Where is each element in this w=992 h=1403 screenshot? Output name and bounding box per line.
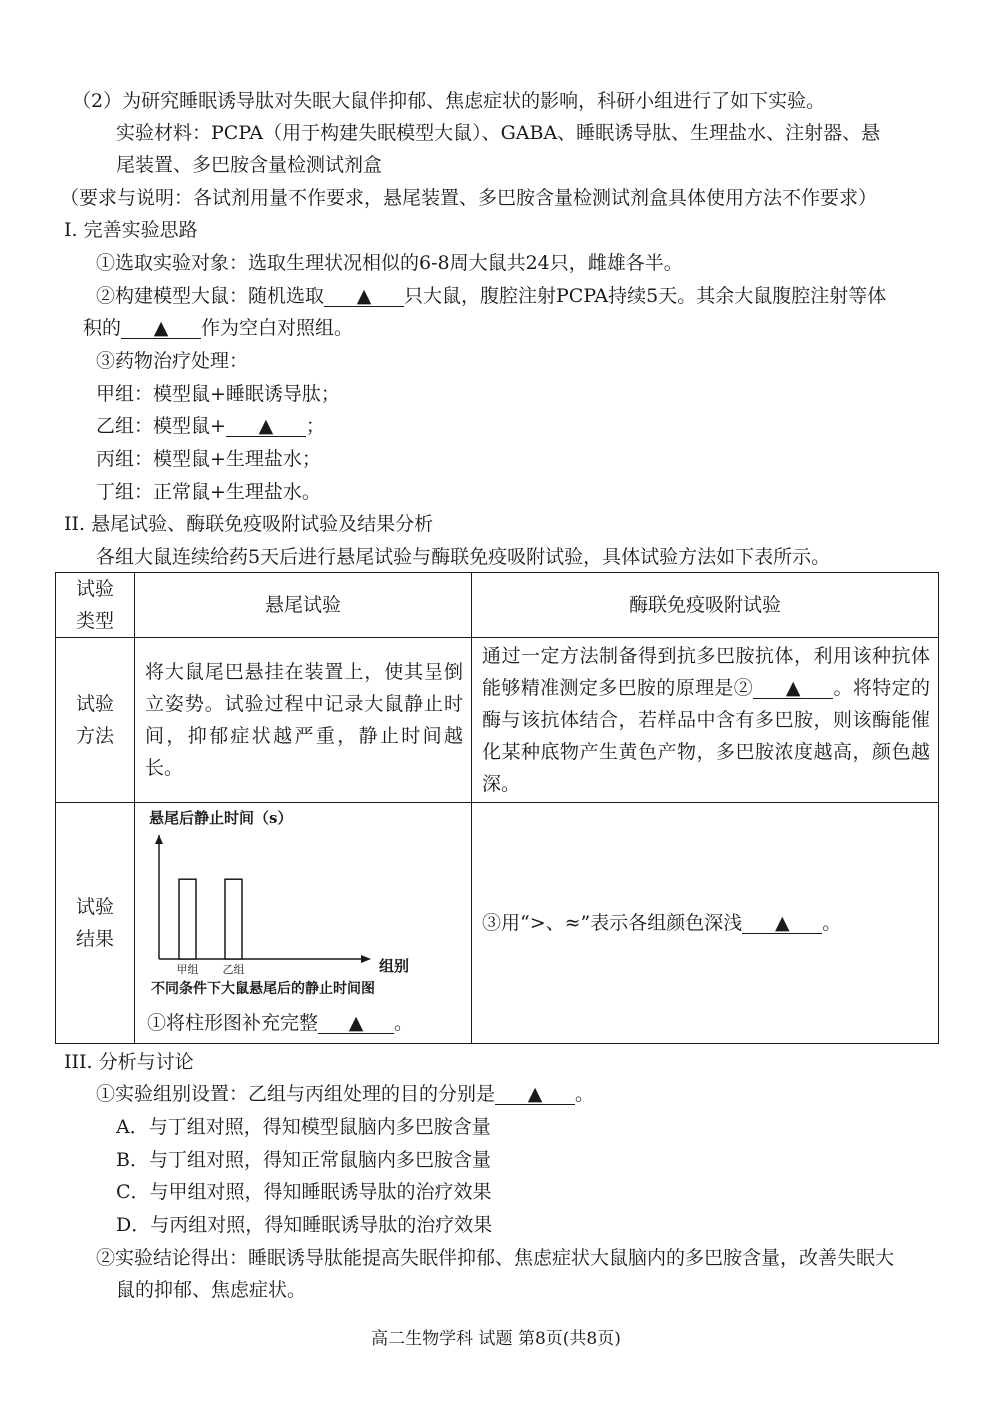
method-elisa-text-b: 。将特定的酶与该抗体结合，若样品中含有多巴胺，则该酶能催化某种底物产生黄色产物，多巴胺浓度越高，颜色越深。 [482, 677, 930, 795]
question-2-intro: （2）为研究睡眠诱导肽对失眠大鼠伴抑郁、焦虑症状的影响，科研小组进行了如下实验。 [72, 90, 826, 112]
chart-x-axis-label: 组别 [379, 957, 410, 975]
row-label-method: 试验方法 [56, 638, 135, 803]
chart-x-axis-arrow [361, 955, 371, 963]
answer-blank-3: ▲ [226, 416, 306, 437]
chart-category-label: 乙组 [222, 963, 245, 976]
answer-blank-2: ▲ [121, 318, 201, 339]
group-b-text-a: 乙组：模型鼠+ [96, 415, 226, 437]
step-2-text-c: 积的 [83, 317, 122, 339]
result-elisa-text-b: 。 [822, 912, 842, 934]
group-b [96, 414, 325, 438]
chart-task-text-b: 。 [394, 1012, 414, 1034]
group-d: 丁组：正常鼠+生理盐水。 [96, 481, 321, 503]
step-2-line-1 [96, 284, 886, 308]
result-elisa [472, 803, 939, 1044]
answer-blank-5: ▲ [318, 1013, 394, 1034]
option-d: D．与丙组对照，得知睡眠诱导肽的治疗效果 [116, 1214, 493, 1236]
chart-category-label: 甲组 [176, 963, 199, 976]
chart-y-axis-arrow [155, 835, 163, 844]
step-3: ③药物治疗处理： [96, 350, 249, 372]
experiment-table [55, 572, 939, 1044]
chart-task-text-a: ①将柱形图补充完整 [147, 1012, 319, 1034]
method-elisa-text-a: 通过一定方法制备得到抗多巴胺抗体，利用该种抗体能够精准测定多巴胺的原理是② [482, 645, 930, 699]
step-2-text-b: 只大鼠，腹腔注射PCPA持续5天。其余大鼠腹腔注射等体 [404, 285, 887, 307]
method-tail-suspension: 将大鼠尾巴悬挂在装置上，使其呈倒立姿势。试验过程中记录大鼠静止时间，抑郁症状越严重，静止时间越长。 [135, 638, 472, 803]
step-2-text-d: 作为空白对照组。 [201, 317, 354, 339]
section-1-heading: I. 完善实验思路 [64, 219, 198, 241]
option-b: B．与丁组对照，得知正常鼠脑内多巴胺含量 [116, 1149, 491, 1171]
group-b-text-b: ； [305, 415, 325, 437]
group-a: 甲组：模型鼠+睡眠诱导肽； [96, 383, 340, 405]
section-2-intro: 各组大鼠连续给药5天后进行悬尾试验与酶联免疫吸附试验，具体试验方法如下表所示。 [96, 546, 831, 568]
result-tail-suspension [135, 803, 472, 1044]
chart-title: 不同条件下大鼠悬尾后的静止时间图 [151, 981, 375, 997]
table-row-result [56, 803, 939, 1044]
table-row-method [56, 638, 939, 803]
step-1: ①选取实验对象：选取生理状况相似的6-8周大鼠共24只，雌雄各半。 [96, 252, 683, 274]
chart-bar [225, 879, 242, 959]
discussion-1-text-a: ①实验组别设置：乙组与丙组处理的目的分别是 [96, 1083, 496, 1105]
page-footer: 高二生物学科 试题 第8页(共8页) [371, 1329, 621, 1349]
materials-line-1: 实验材料：PCPA（用于构建失眠模型大鼠）、GABA、睡眠诱导肽、生理盐水、注射器、悬 [116, 122, 881, 144]
answer-blank-6: ▲ [742, 913, 822, 934]
discussion-2-line-1: ②实验结论得出：睡眠诱导肽能提高失眠伴抑郁、焦虑症状大鼠脑内的多巴胺含量，改善失眠大 [96, 1247, 895, 1269]
chart-bar [179, 879, 196, 959]
answer-blank-7: ▲ [495, 1084, 575, 1105]
step-2-text-a: ②构建模型大鼠：随机选取 [96, 285, 325, 307]
group-c: 丙组：模型鼠+生理盐水； [96, 448, 321, 470]
option-c: C．与甲组对照，得知睡眠诱导肽的治疗效果 [116, 1181, 492, 1203]
requirements-note: （要求与说明：各试剂用量不作要求，悬尾装置、多巴胺含量检测试剂盒具体使用方法不作要求） [60, 187, 878, 209]
header-tail-suspension: 悬尾试验 [135, 573, 472, 638]
discussion-2-line-2: 鼠的抑郁、焦虑症状。 [116, 1279, 307, 1301]
discussion-1-text-b: 。 [575, 1083, 595, 1105]
step-2-line-2 [83, 316, 353, 340]
method-elisa [472, 638, 939, 803]
chart-y-axis-label: 悬尾后静止时间（s） [149, 809, 293, 827]
row-label-result: 试验结果 [56, 803, 135, 1044]
section-2-heading: II. 悬尾试验、酶联免疫吸附试验及结果分析 [64, 513, 434, 535]
bar-chart [135, 803, 471, 1001]
header-type: 试验类型 [56, 573, 135, 638]
chart-task [135, 1009, 471, 1037]
discussion-1 [96, 1082, 594, 1106]
result-elisa-text-a: ③用“>、≈”表示各组颜色深浅 [482, 912, 743, 934]
option-a: A．与丁组对照，得知模型鼠脑内多巴胺含量 [116, 1116, 491, 1138]
answer-blank-4: ▲ [753, 678, 833, 699]
section-3-heading: III. 分析与讨论 [64, 1051, 194, 1073]
materials-line-2: 尾装置、多巴胺含量检测试剂盒 [116, 154, 383, 176]
table-header-row [56, 573, 939, 638]
answer-blank-1: ▲ [324, 286, 404, 307]
header-elisa: 酶联免疫吸附试验 [472, 573, 939, 638]
